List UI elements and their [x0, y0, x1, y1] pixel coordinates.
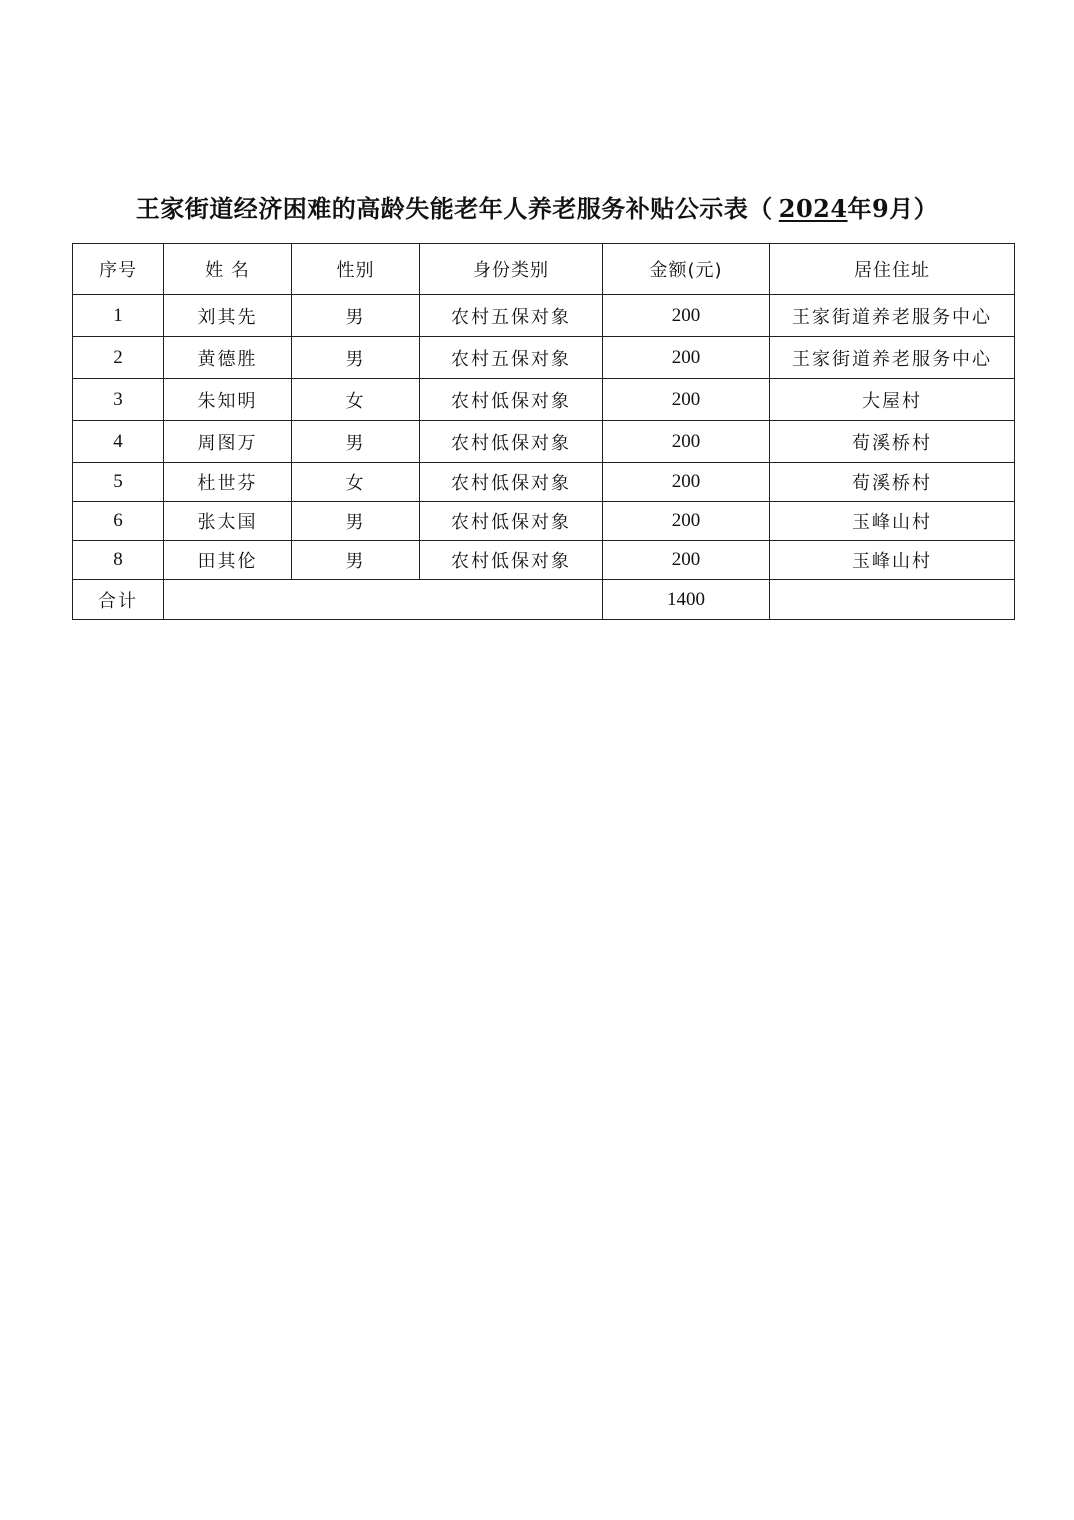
cell-address: 大屋村: [770, 379, 1015, 421]
cell-amount: 200: [603, 295, 770, 337]
table-row: [73, 295, 1015, 337]
total-amount: 1400: [603, 580, 770, 620]
subsidy-table: [72, 243, 1015, 620]
cell-serial-number: 1: [73, 295, 164, 337]
cell-gender: 男: [292, 541, 420, 580]
cell-gender: 女: [292, 379, 420, 421]
cell-address: 荀溪桥村: [770, 463, 1015, 502]
cell-address: 玉峰山村: [770, 541, 1015, 580]
cell-serial-number: 2: [73, 337, 164, 379]
header-address: 居住住址: [770, 244, 1015, 295]
header-row: [73, 244, 1015, 295]
cell-category: 农村五保对象: [420, 295, 603, 337]
title-prefix: 王家街道经济困难的高龄失能老年人养老服务补贴公示表（: [135, 194, 773, 223]
cell-gender: 男: [292, 502, 420, 541]
header-amount: 金额(元): [603, 244, 770, 295]
cell-serial-number: 3: [73, 379, 164, 421]
title-suffix: 年9月）: [847, 194, 939, 223]
cell-category: 农村低保对象: [420, 541, 603, 580]
total-label: 合计: [73, 580, 164, 620]
cell-amount: 200: [603, 502, 770, 541]
cell-amount: 200: [603, 463, 770, 502]
page-title: [0, 192, 1074, 226]
cell-name: 田其伦: [164, 541, 292, 580]
cell-address: 玉峰山村: [770, 502, 1015, 541]
cell-name: 张太国: [164, 502, 292, 541]
header-name: 姓 名: [164, 244, 292, 295]
cell-gender: 男: [292, 421, 420, 463]
cell-amount: 200: [603, 337, 770, 379]
cell-address: 荀溪桥村: [770, 421, 1015, 463]
cell-category: 农村五保对象: [420, 337, 603, 379]
title-year: 2024: [778, 194, 848, 223]
cell-name: 朱知明: [164, 379, 292, 421]
cell-serial-number: 4: [73, 421, 164, 463]
cell-gender: 男: [292, 295, 420, 337]
total-row: [73, 580, 1015, 620]
cell-category: 农村低保对象: [420, 379, 603, 421]
total-address-empty-cell: [770, 580, 1015, 620]
cell-amount: 200: [603, 541, 770, 580]
cell-name: 杜世芬: [164, 463, 292, 502]
cell-category: 农村低保对象: [420, 421, 603, 463]
cell-serial-number: 5: [73, 463, 164, 502]
table-row: [73, 463, 1015, 502]
table-row: [73, 379, 1015, 421]
table-row: [73, 337, 1015, 379]
header-category: 身份类别: [420, 244, 603, 295]
total-empty-cell: [164, 580, 603, 620]
cell-amount: 200: [603, 421, 770, 463]
cell-name: 黄德胜: [164, 337, 292, 379]
table-row: [73, 541, 1015, 580]
cell-address: 王家街道养老服务中心: [770, 295, 1015, 337]
table-row: [73, 421, 1015, 463]
cell-gender: 女: [292, 463, 420, 502]
table-row: [73, 502, 1015, 541]
cell-amount: 200: [603, 379, 770, 421]
cell-gender: 男: [292, 337, 420, 379]
cell-name: 刘其先: [164, 295, 292, 337]
header-serial-number: 序号: [73, 244, 164, 295]
cell-serial-number: 6: [73, 502, 164, 541]
header-gender: 性别: [292, 244, 420, 295]
cell-name: 周图万: [164, 421, 292, 463]
cell-category: 农村低保对象: [420, 502, 603, 541]
cell-address: 王家街道养老服务中心: [770, 337, 1015, 379]
cell-serial-number: 8: [73, 541, 164, 580]
cell-category: 农村低保对象: [420, 463, 603, 502]
